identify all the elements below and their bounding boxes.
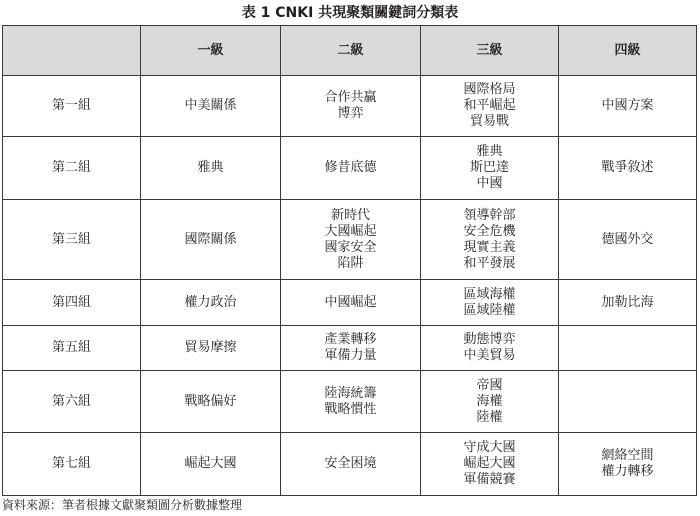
keyword: 海權 [476,393,503,409]
keyword: 守成大國 [463,440,516,455]
keyword: 產業轉移 [324,332,377,347]
keyword: 區域海權 [463,286,516,302]
table-row [3,371,697,433]
keyword: 陸權 [476,409,503,425]
table-row [3,137,697,200]
keyword: 區域陸權 [463,302,516,318]
level-4-cell [559,76,697,137]
level-2-cell [281,137,421,200]
keyword: 戰略偏好 [184,393,237,409]
keyword: 權力轉移 [601,464,654,479]
level-4-cell [559,200,697,280]
table-row [3,433,697,496]
level-1-cell [141,137,281,200]
group-cell: 第一組 [3,76,141,137]
table-row [3,76,697,137]
group-cell: 第六組 [3,371,141,433]
keyword: 加勒比海 [601,294,654,310]
level-1-cell [141,200,281,280]
keyword: 中美關係 [184,98,237,113]
keyword: 軍備競賽 [463,472,516,487]
group-cell: 第七組 [3,433,141,496]
header-corner [3,26,141,76]
keyword: 領導幹部 [463,207,516,223]
level-1-cell [141,371,281,433]
keyword: 安全困境 [324,456,377,471]
level-3-cell [421,371,559,433]
keyword: 斯巴達 [469,160,509,175]
keyword: 新時代 [330,207,370,223]
level-3-cell [421,326,559,371]
keyword: 陷阱 [337,255,364,271]
keyword: 德國外交 [601,231,654,247]
keyword: 現實主義 [463,239,516,255]
group-cell: 第二組 [3,137,141,200]
level-4-cell [559,433,697,496]
keyword: 大國崛起 [324,223,377,239]
header-level-4: 四級 [559,26,697,76]
keyword: 雅典 [197,160,224,175]
level-2-cell [281,76,421,137]
level-4-cell [559,280,697,326]
keyword: 崛起大國 [184,456,237,471]
keyword: 中國 [476,176,503,191]
level-3-cell [421,200,559,280]
keyword: 和平崛起 [463,98,516,113]
level-1-cell [141,433,281,496]
keyword: 博弈 [337,106,364,121]
level-1-cell [141,76,281,137]
table-title: 表 1 CNKI 共現聚類關鍵詞分類表 [241,5,459,21]
level-2-cell [281,280,421,326]
keyword: 和平發展 [463,255,516,271]
keyword: 貿易摩擦 [184,340,237,355]
keyword: 動態博弈 [463,332,516,347]
keyword: 軍備力量 [324,348,377,363]
keyword: 雅典 [476,144,503,159]
keyword-cluster-table [2,25,697,496]
keyword: 貿易戰 [469,114,509,129]
keyword: 崛起大國 [463,456,516,471]
keyword: 修昔底德 [324,160,377,175]
keyword: 安全危機 [463,223,516,239]
keyword: 帝國 [476,377,503,393]
level-2-cell [281,371,421,433]
keyword: 國際關係 [184,231,237,247]
level-3-cell [421,76,559,137]
level-4-cell [559,137,697,200]
table-row [3,280,697,326]
group-cell: 第五組 [3,326,141,371]
level-2-cell [281,326,421,371]
level-3-cell [421,280,559,326]
header-row [3,26,697,76]
keyword: 戰爭敘述 [601,160,654,175]
level-2-cell [281,200,421,280]
level-1-cell [141,280,281,326]
table-row [3,200,697,280]
keyword: 中國崛起 [324,294,377,310]
level-3-cell [421,433,559,496]
level-3-cell [421,137,559,200]
source-note: 資料來源：筆者根據文獻聚類圖分析數據整理 [2,498,243,512]
keyword: 國家安全 [324,239,377,255]
level-2-cell [281,433,421,496]
table-row [3,326,697,371]
level-4-cell [559,371,697,433]
keyword: 國際格局 [463,82,516,97]
header-level-1: 一級 [141,26,281,76]
keyword: 網絡空間 [601,448,654,463]
keyword: 權力政治 [184,294,237,310]
header-level-2: 二級 [281,26,421,76]
keyword: 陸海統籌 [324,385,377,401]
header-level-3: 三級 [421,26,559,76]
level-4-cell [559,326,697,371]
group-cell: 第四組 [3,280,141,326]
keyword: 戰略慣性 [324,401,377,417]
group-cell: 第三組 [3,200,141,280]
keyword: 中美貿易 [463,348,516,363]
level-1-cell [141,326,281,371]
keyword: 合作共贏 [324,90,377,105]
keyword: 中國方案 [601,98,654,113]
